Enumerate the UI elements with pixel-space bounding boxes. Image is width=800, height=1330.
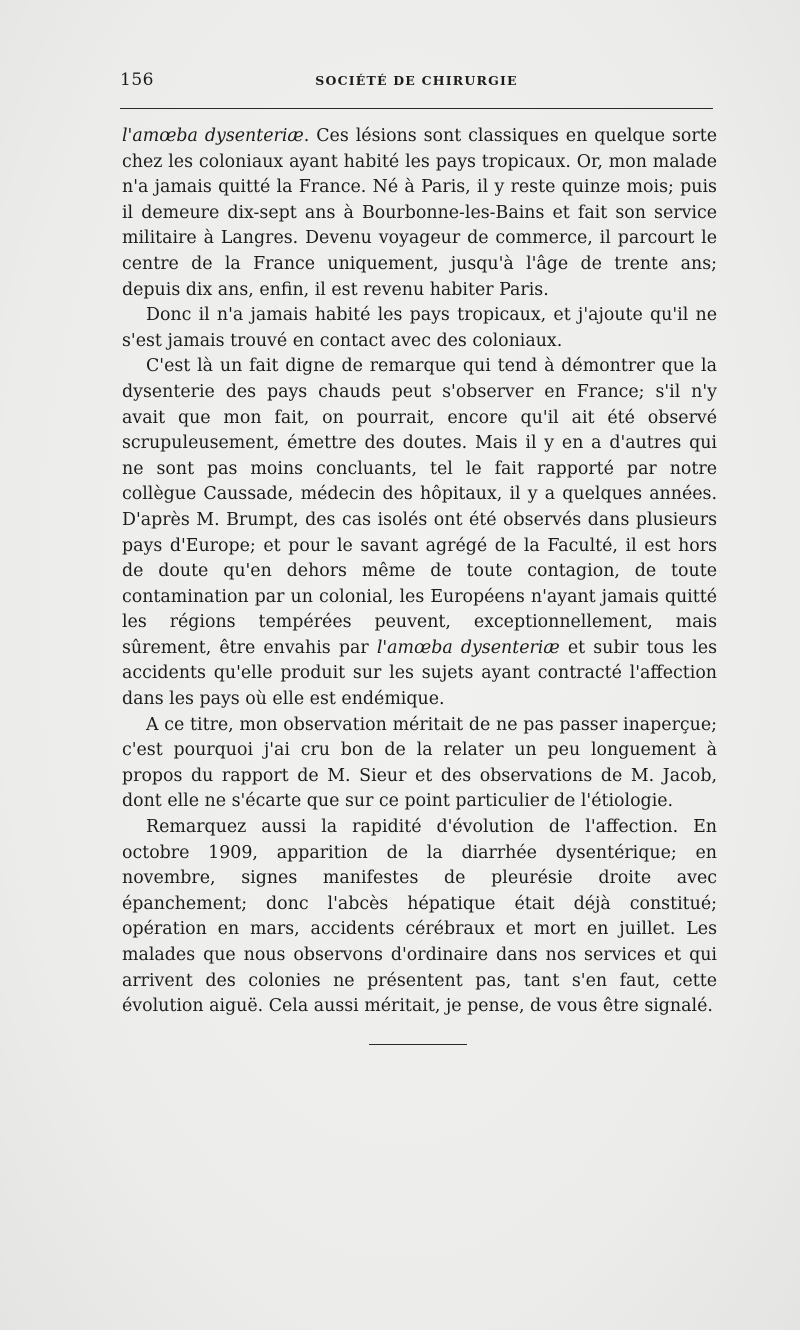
- page-number: 156: [120, 70, 154, 90]
- text-run: . Ces lésions sont classiques en quelque sorte chez les coloniaux ayant habité les pays tropicaux. Or, mon malade n'a jamais quitté la France. Né à Paris, il y reste quinze mois; puis il demeure dix-sept ans à Bourbonne-les-Bains et fait son service militaire à Langres. Devenu voyageur de commerce, il parcourt le centre de la France uniquement, jusqu'à l'âge de trente ans; depuis dix ans, enfin, il est revenu habiter Paris.: [122, 126, 717, 300]
- text-run: Donc il n'a jamais habité les pays tropicaux, et j'ajoute qu'il ne s'est jamais trouvé en contact avec des coloniaux.: [122, 305, 717, 351]
- paragraph: [122, 303, 717, 354]
- header-rule: [120, 108, 713, 109]
- body-text: [122, 124, 717, 1020]
- text-run: A ce titre, mon observation méritait de ne pas passer inaperçue; c'est pourquoi j'ai cru bon de la relater un peu longuement à propos du rapport de M. Sieur et des observations de M. Jacob, dont elle ne s'écarte que sur ce point particulier de l'étiologie.: [122, 714, 717, 812]
- paragraph: [122, 713, 717, 815]
- running-head: SOCIÉTÉ DE CHIRURGIE: [315, 73, 518, 88]
- text-run: Remarquez aussi la rapidité d'évolution de l'affection. En octobre 1909, apparition de la diarrhée dysentérique; en novembre, signes manifestes de pleurésie droite avec épanchement; donc l'abcès hépatique était déjà constitué; opération en mars, accidents cérébraux et mort en juillet. Les malades que nous observons d'ordinaire dans nos services et qui arrivent des colonies ne présentent pas, tant s'en faut, cette évolution aiguë. Cela aussi méritait, je pense, de vous être signalé.: [122, 817, 717, 1017]
- paragraph: [122, 815, 717, 1020]
- text-run-italic: l'amœba dysenteriæ: [376, 637, 560, 658]
- end-rule: [369, 1044, 467, 1045]
- text-run: et subir tous les accidents qu'elle produit sur les sujets ayant contracté l'affection dans les pays où elle est endémique.: [122, 637, 717, 710]
- page-header: [120, 70, 713, 100]
- text-run-italic: l'amœba dysenteriæ: [122, 126, 304, 146]
- paragraph: [122, 124, 717, 303]
- paragraph: [122, 354, 717, 712]
- text-run: C'est là un fait digne de remarque qui tend à démontrer que la dysenterie des pays chauds peut s'observer en France; s'il n'y avait que mon fait, on pourrait, encore qu'il ait été observé scrupuleusement, émettre des doutes. Mais il y en a d'autres qui ne sont pas moins concluants, tel le fait rapporté par notre collègue Caussade, médecin des hôpitaux, il y a quelques années. D'après M. Brumpt, des cas isolés ont été observés dans plusieurs pays d'Europe; et pour le savant agrégé de la Faculté, il est hors de doute qu'en dehors même de toute contagion, de toute contamination par un colonial, les Européens n'ayant jamais quitté les régions tempérées peuvent, exceptionnellement, mais sûrement, être envahis par: [122, 356, 717, 658]
